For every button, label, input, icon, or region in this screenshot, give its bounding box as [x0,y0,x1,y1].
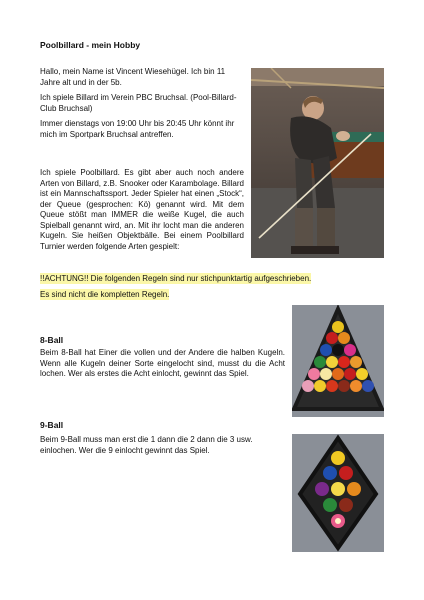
warning-line-1 [40,274,311,285]
eight-ball-heading: 8-Ball [40,335,64,345]
intro-paragraph-1: Hallo, mein Name ist Vincent Wiesehügel. Ich bin 11 Jahre alt und in der 5b. [40,67,226,87]
nine-ball-rack-image [292,434,384,552]
nine-ball-text: Beim 9-Ball muss man erst die 1 dann die 2 dann die 3 usw. einlochen. Wer die 9 einlocht gewinnt das Spiel. [40,435,253,455]
eight-ball-rack-photo [292,305,384,417]
eight-ball-text: Beim 8-Ball hat Einer die vollen und der Andere die halben Kugeln. Wenn alle Kugeln deiner Sorte eingelocht sind, musst du die Acht lochen. Wer als erstes die Acht einlocht, gewinnt das Spiel. [40,348,285,378]
nine-ball-rack-photo [292,434,384,552]
warning-text-2: Es sind nicht die kompletten Regeln. [40,290,170,299]
eight-ball-rack-image [292,305,384,417]
player-photo-image [251,68,384,258]
intro-paragraph-3: Immer dienstags von 19:00 Uhr bis 20:45 Uhr könnt ihr mich im Sportpark Bruchsal antreffen. [40,119,235,139]
warning-line-2 [40,290,169,301]
intro-paragraph-2: Ich spiele Billard im Verein PBC Bruchsal. (Pool-Billard-Club Bruchsal) [40,93,237,113]
player-photo [251,68,384,258]
intro-paragraph-4: Ich spiele Poolbillard. Es gibt aber auch noch andere Arten von Billard, z.B. Snooker oder Karambolage. Billard ist ein Mannschaftssport. Jeder Spieler hat einen „Stock“, der Queue (gesprochen: Kö) genannt wird. Mit dem Queue stößt man IMMER die weiße Kugel, die auch Spielball genannt wird, an. Mit ihr locht man die anderen Kugeln. Sie heißen Objektbälle. Bei einem Poolbillard Turnier werden folgende Arten gespielt: [40,168,244,251]
warning-text-1: !!ACHTUNG!! Die folgenden Regeln sind nur stichpunktartig aufgeschrieben. [40,274,312,283]
page-title: Poolbillard - mein Hobby [40,40,141,50]
nine-ball-heading: 9-Ball [40,420,64,430]
